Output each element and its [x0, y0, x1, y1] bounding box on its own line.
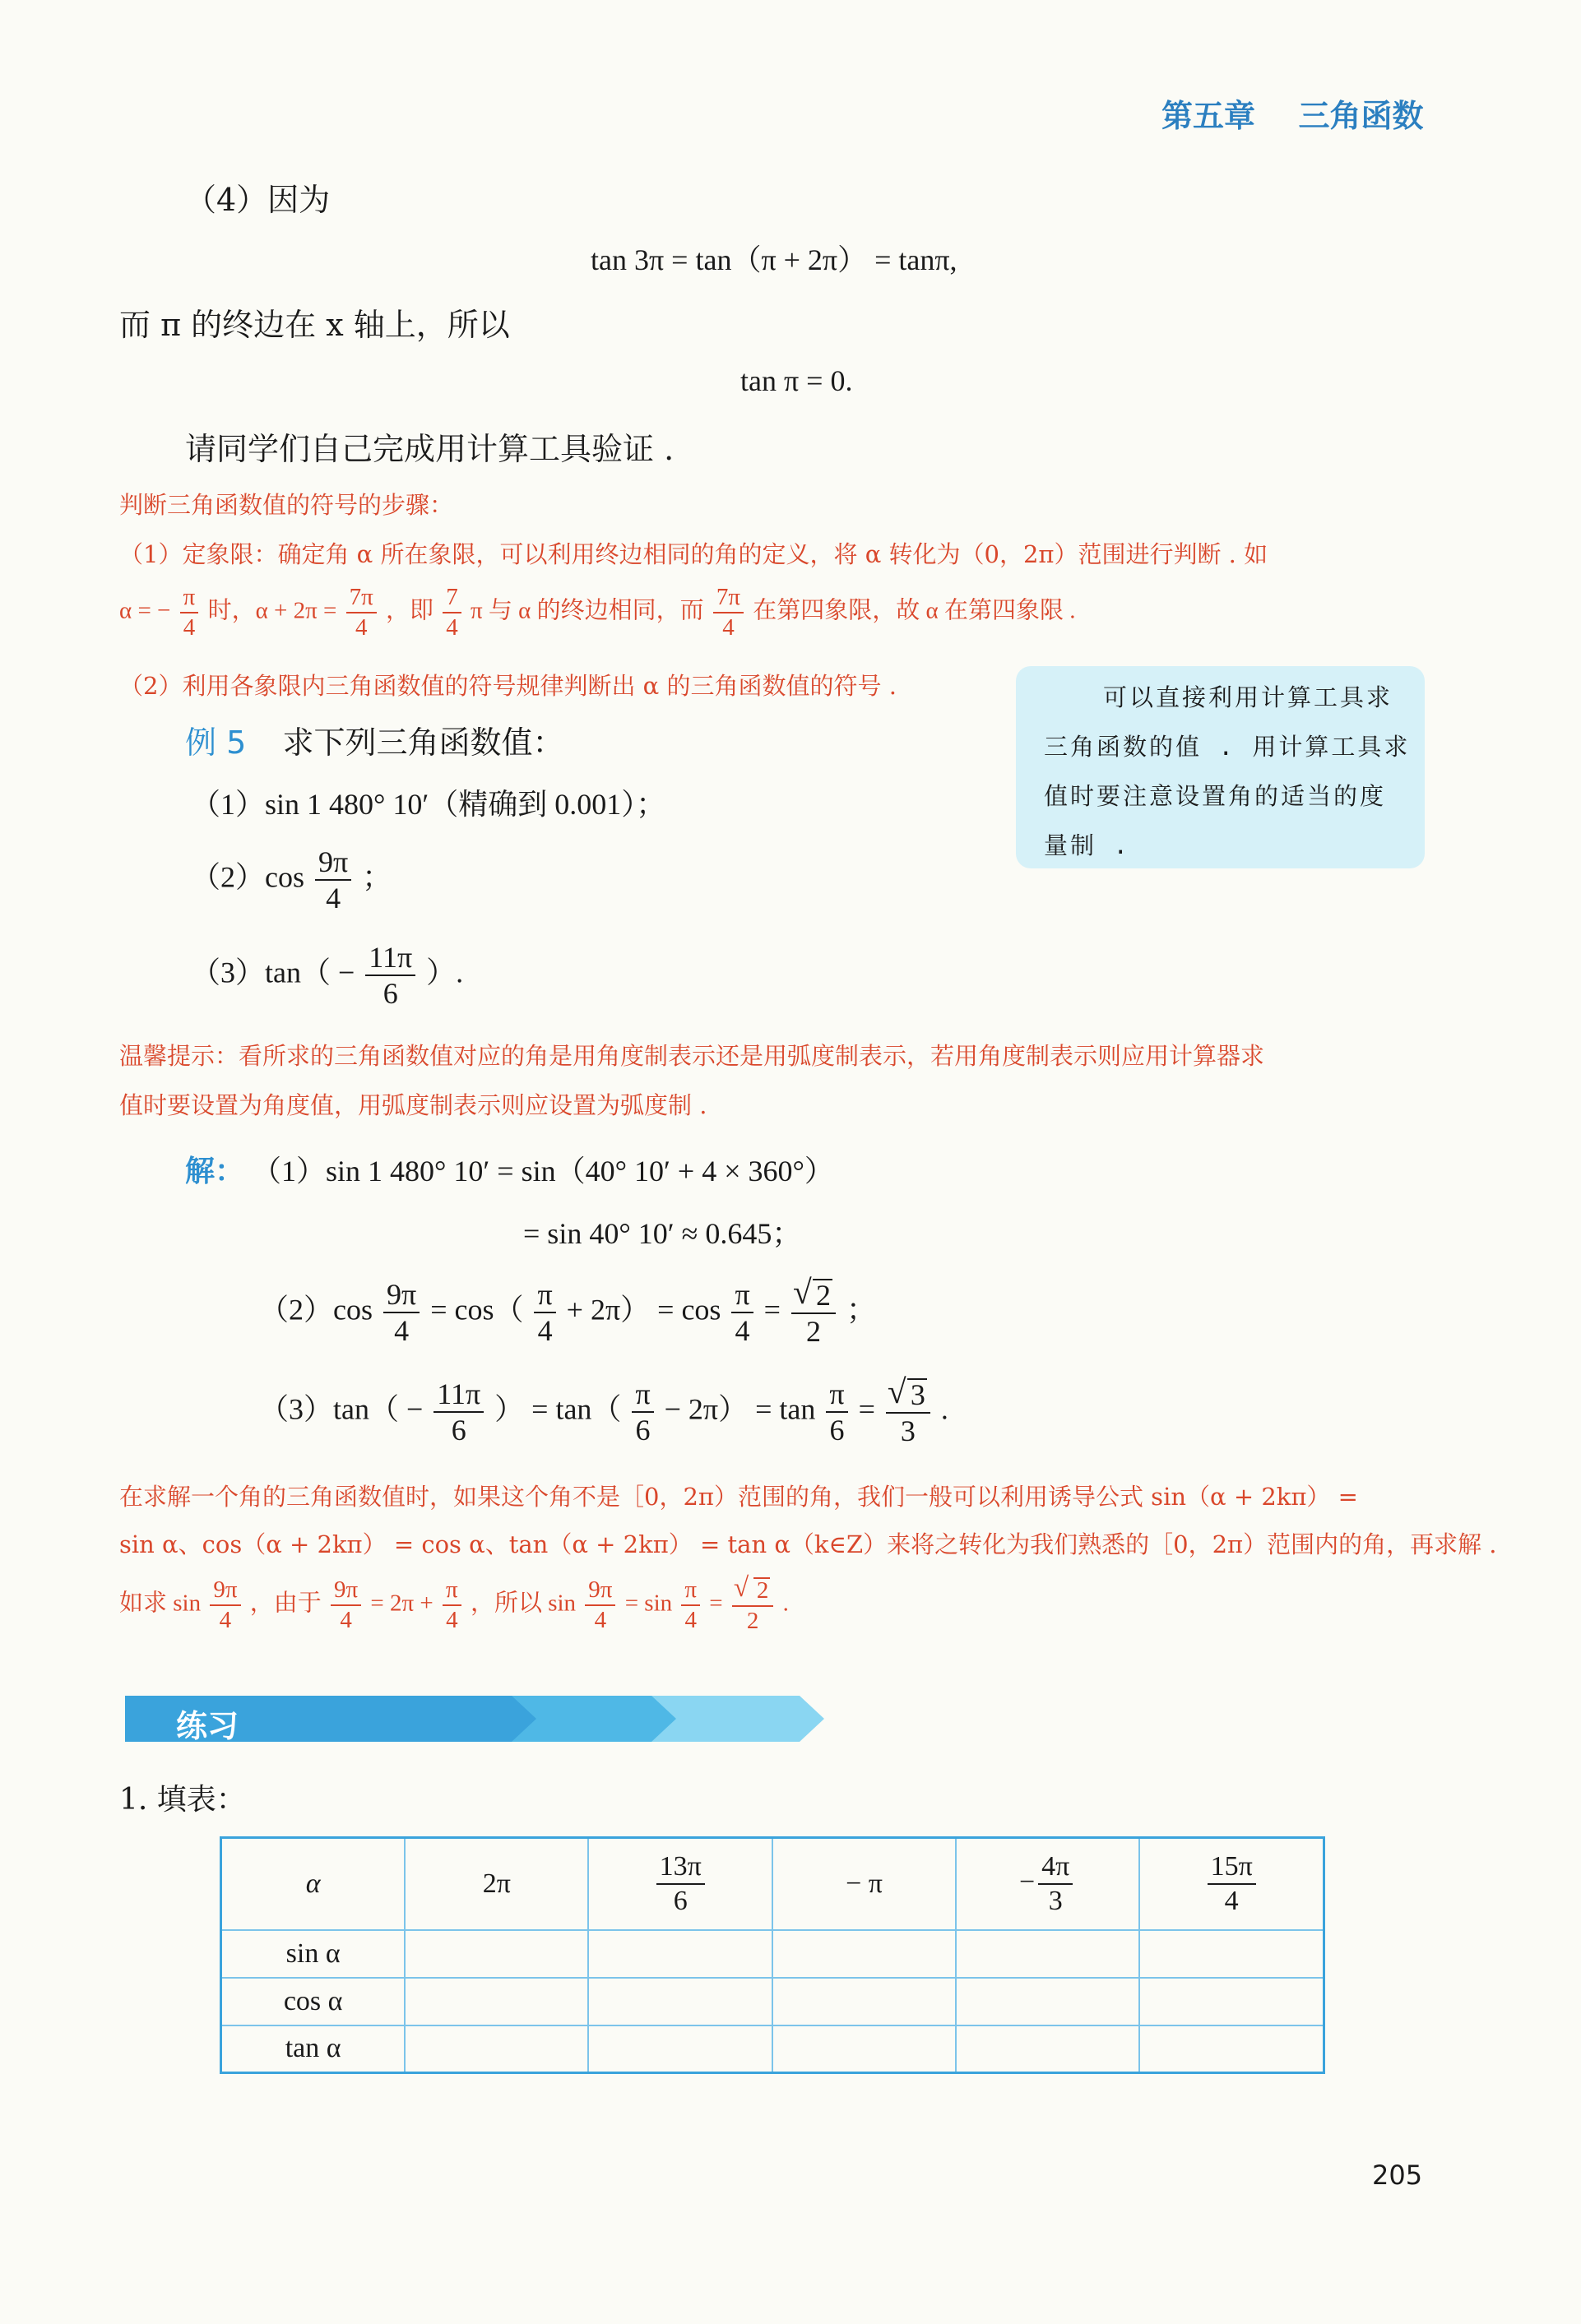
solution-text: （3）tan（ − — [259, 1392, 424, 1426]
blank-cell[interactable] — [588, 1978, 772, 2025]
header-cell: α — [221, 1838, 406, 1930]
header-cell: 2π — [405, 1838, 588, 1930]
tip3-text: = — [709, 1590, 723, 1617]
fraction: $\frac{\pi}{6}$ — [826, 1379, 847, 1445]
tip3-text: 如求 sin — [119, 1590, 202, 1617]
side-note — [1016, 666, 1425, 868]
fraction: $\frac{11\pi}{6}$ — [434, 1379, 484, 1445]
fraction: $\frac{\pi}{6}$ — [632, 1379, 653, 1445]
tip3-text: = 2π + — [370, 1590, 434, 1617]
page-number: 205 — [1372, 2160, 1423, 2191]
tip1-title: 判断三角函数值的符号的步骤： — [119, 491, 454, 519]
fraction: $\frac{9\pi}{4}$ — [383, 1280, 420, 1345]
q3-text: （3）tan（ − — [191, 956, 355, 989]
fraction: $\frac{\pi}{4}$ — [681, 1578, 700, 1632]
fraction: $\frac{15\pi}{4}$ — [1208, 1853, 1256, 1915]
row-label: cos α — [221, 1978, 406, 2025]
fraction: $\frac{\pi}{4}$ — [180, 586, 199, 640]
header-cell: − π — [772, 1838, 956, 1930]
fraction: $\frac{9\pi}{4}$ — [585, 1578, 615, 1632]
example-q2 — [191, 847, 392, 913]
example-q1: （1）sin 1 480° 10′（精确到 0.001）； — [191, 788, 666, 821]
solution-text: （1）sin 1 480° 10′ = sin（40° 10′ + 4 × 360°） — [252, 1155, 834, 1187]
fraction: $\frac{13\pi}{6}$ — [656, 1853, 705, 1915]
tip1-text: α = − — [119, 597, 171, 624]
blank-cell[interactable] — [956, 1930, 1139, 1978]
part4-label: （4）因为 — [185, 182, 331, 218]
blank-cell[interactable] — [956, 1978, 1139, 2025]
minus-sign: − — [1018, 1866, 1036, 1897]
tip3-text: . — [782, 1590, 789, 1617]
fraction: $\frac{11\pi}{6}$ — [365, 942, 415, 1008]
header-cell — [588, 1838, 772, 1930]
sqrt: √ 2 — [753, 1577, 771, 1603]
tip1-text: π 与 α 的终边相同，而 — [471, 597, 704, 624]
table-row — [221, 1930, 1324, 1978]
example-q3 — [191, 942, 463, 1008]
fraction: $\frac{9\pi}{4}$ — [210, 1578, 240, 1632]
fraction: $\frac{\pi}{4}$ — [443, 1578, 461, 1632]
fraction: $\frac{7\pi}{4}$ — [713, 586, 744, 640]
fraction: $\frac{7}{4}$ — [443, 586, 461, 640]
example-heading — [185, 717, 563, 762]
q2-text: ； — [362, 860, 392, 894]
chapter-number: 第五章 — [1161, 98, 1256, 134]
blank-cell[interactable] — [956, 2025, 1139, 2073]
blank-cell[interactable] — [405, 2025, 588, 2073]
solution-3 — [259, 1378, 948, 1446]
table-row — [221, 1838, 1324, 1930]
tip1-text: 时，α + 2π = — [207, 597, 337, 624]
tip3-text: ，由于 — [249, 1590, 322, 1617]
tip2-line: 值时要设置为角度值，用弧度制表示则应设置为弧度制 . — [119, 1091, 707, 1119]
tip1-text: 在第四象限，故 α 在第四象限 . — [753, 597, 1076, 624]
blank-cell[interactable] — [772, 1930, 956, 1978]
tip1-step2: （2）利用各象限内三角函数值的符号规律判断出 α 的三角函数值的符号 . — [119, 672, 897, 700]
tip3-line-3 — [119, 1577, 789, 1633]
practice-question: 1. 填表： — [119, 1783, 246, 1817]
tip2-line: 温馨提示：看所求的三角函数值对应的角是用角度制表示还是用弧度制表示，若用角度制表示则应用计算器求 — [119, 1042, 1265, 1070]
note-line: 量制 . — [1044, 831, 1130, 859]
tip1-step1: （1）定象限：确定角 α 所在象限，可以利用终边相同的角的定义，将 α 转化为（0，2π）范围进行判断 . 如 — [119, 540, 1268, 568]
note-line: 可以直接利用计算工具求 — [1103, 683, 1393, 711]
solution-text: − 2π） = tan — [664, 1392, 816, 1426]
sqrt: √ 2 — [813, 1279, 832, 1310]
solution-text: + 2π） = cos — [566, 1293, 721, 1326]
part4-verify: 请同学们自己完成用计算工具验证 . — [185, 431, 675, 467]
blank-cell[interactable] — [1139, 1978, 1324, 2025]
chapter-title: 三角函数 — [1298, 98, 1424, 134]
solution-1a — [185, 1148, 834, 1190]
tip3-line: sin α、cos（α + 2kπ） = cos α、tan（α + 2kπ） = tan α（k∈Z）来将之转化为我们熟悉的［0，2π）范围内的角，再求解 . — [119, 1530, 1497, 1558]
row-label: sin α — [221, 1930, 406, 1978]
table-row — [221, 1978, 1324, 2025]
fill-in-table — [220, 1836, 1325, 2074]
blank-cell[interactable] — [772, 1978, 956, 2025]
header-cell — [956, 1838, 1139, 1930]
solution-text: ； — [846, 1293, 876, 1326]
fraction: $\frac{\pi}{4}$ — [731, 1280, 753, 1345]
fraction: $\frac{7\pi}{4}$ — [346, 586, 377, 640]
tip1-text: ，即 — [386, 597, 434, 624]
fraction: √ $\frac{2}{2}$ — [791, 1279, 836, 1346]
example-label: 例 5 — [185, 725, 247, 761]
blank-cell[interactable] — [588, 1930, 772, 1978]
blank-cell[interactable] — [772, 2025, 956, 2073]
solution-text: = cos（ — [430, 1293, 524, 1326]
solution-text: ） = tan（ — [494, 1392, 622, 1426]
fraction: $\frac{9\pi}{4}$ — [315, 847, 351, 913]
part4-text: 而 π 的终边在 x 轴上，所以 — [119, 307, 510, 343]
table-row — [221, 2025, 1324, 2073]
sqrt: √ 3 — [907, 1378, 927, 1410]
part4-eq1: tan 3π = tan（π + 2π） = tanπ, — [591, 243, 957, 276]
blank-cell[interactable] — [405, 1930, 588, 1978]
blank-cell[interactable] — [405, 1978, 588, 2025]
practice-banner — [125, 1696, 824, 1742]
tip3-text: ，所以 sin — [470, 1590, 577, 1617]
chapter-header — [1161, 90, 1424, 136]
solution-2 — [259, 1279, 876, 1346]
solution-text: （2）cos — [259, 1293, 373, 1326]
tip1-step1-example — [119, 586, 1075, 640]
header-cell — [1139, 1838, 1324, 1930]
fraction: $\frac{9\pi}{4}$ — [331, 1578, 361, 1632]
fraction: $\frac{4\pi}{3}$ — [1038, 1853, 1073, 1915]
q2-text: （2）cos — [191, 860, 304, 894]
note-line: 值时要注意设置角的适当的度 — [1044, 782, 1387, 810]
note-line: 三角函数的值 . 用计算工具求 — [1044, 733, 1411, 761]
tip3-line: 在求解一个角的三角函数值时，如果这个角不是［0，2π）范围的角，我们一般可以利用诱导公式 sin（α + 2kπ） = — [119, 1483, 1358, 1511]
part4-eq2: tan π = 0. — [740, 364, 853, 397]
solution-text: = — [858, 1392, 875, 1426]
fraction: √ $\frac{2}{2}$ — [732, 1577, 774, 1633]
fraction: $\frac{\pi}{4}$ — [534, 1280, 555, 1345]
fraction: √ $\frac{3}{3}$ — [886, 1378, 930, 1446]
example-prompt: 求下列三角函数值： — [282, 725, 564, 761]
blank-cell[interactable] — [588, 2025, 772, 2073]
solution-text: . — [940, 1392, 948, 1426]
practice-banner-label: 练习 — [176, 1708, 239, 1744]
q3-text: ）. — [426, 956, 464, 989]
tip3-text: = sin — [624, 1590, 673, 1617]
solution-text: = — [763, 1293, 781, 1326]
row-label: tan α — [221, 2025, 406, 2073]
solution-1b: = sin 40° 10′ ≈ 0.645； — [523, 1217, 802, 1250]
blank-cell[interactable] — [1139, 1930, 1324, 1978]
solution-label: 解： — [185, 1155, 245, 1188]
blank-cell[interactable] — [1139, 2025, 1324, 2073]
